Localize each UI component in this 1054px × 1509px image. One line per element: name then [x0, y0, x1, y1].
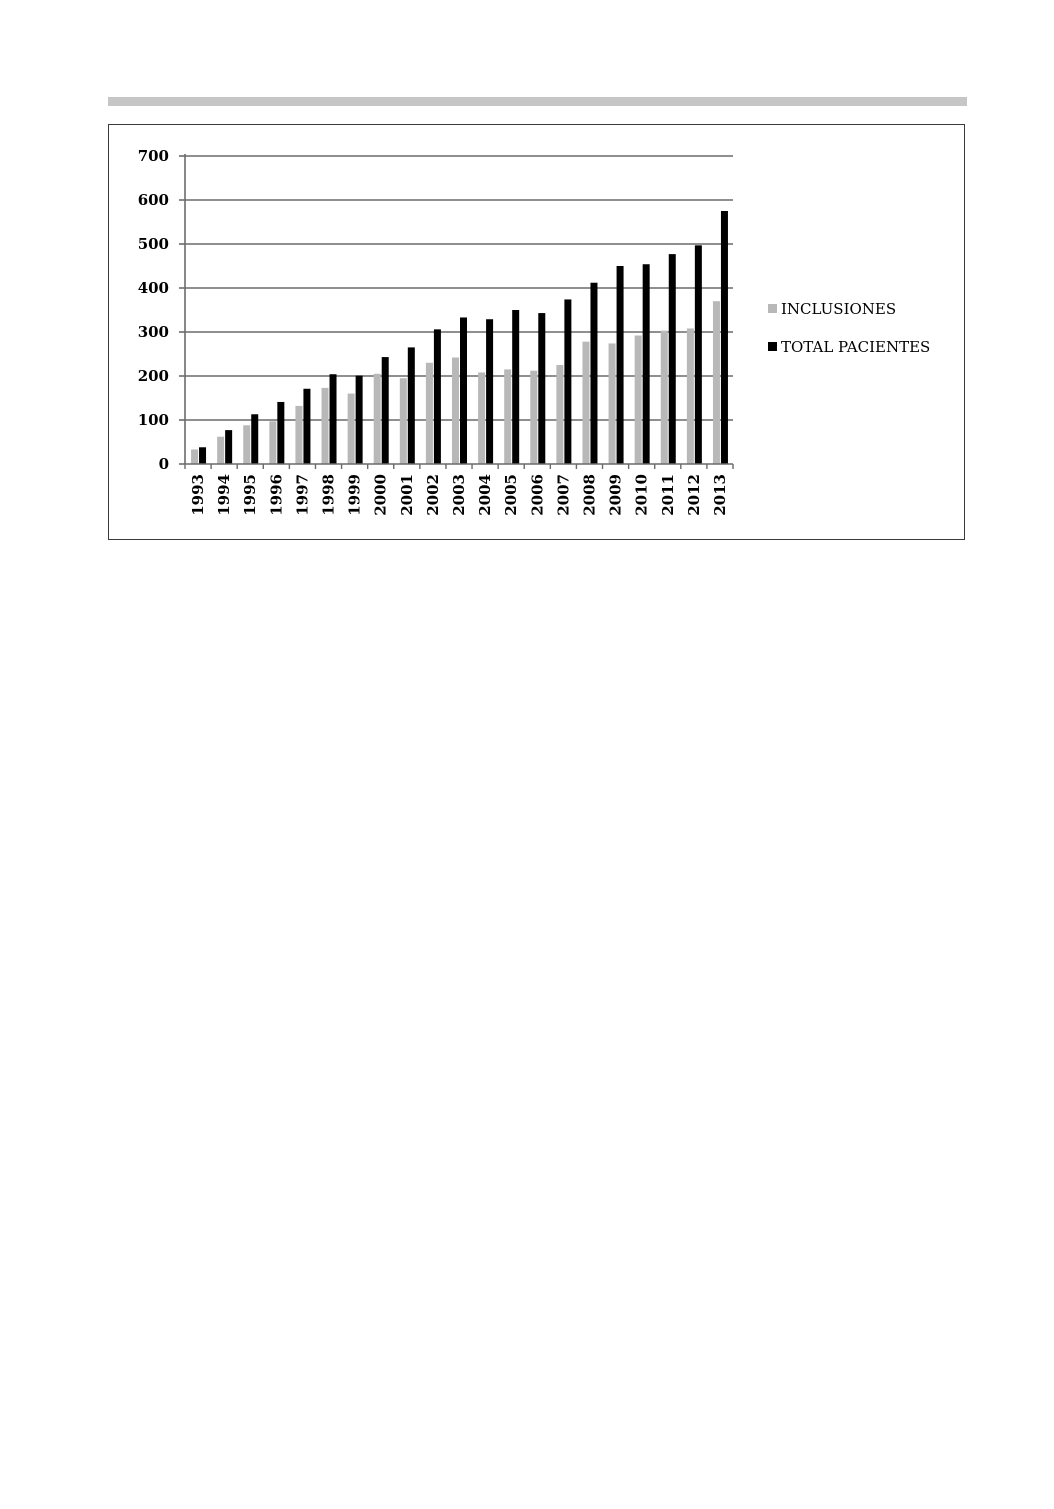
bar-inclusiones-1998: [322, 388, 329, 464]
legend: [768, 300, 930, 356]
x-tick-label-1997: 1997: [293, 474, 312, 516]
bar-inclusiones-2006: [530, 371, 537, 464]
bar-total-2006: [538, 313, 545, 464]
bar-total-1997: [303, 389, 310, 464]
bar-inclusiones-2001: [400, 378, 407, 464]
x-tick-label-2006: 2006: [528, 474, 547, 516]
bar-total-2008: [590, 283, 597, 464]
x-tick-label-2000: 2000: [371, 474, 390, 516]
x-tick-label-2008: 2008: [580, 474, 599, 516]
bar-inclusiones-2005: [504, 369, 511, 464]
x-tick-label-2013: 2013: [710, 474, 729, 516]
x-tick-label-2010: 2010: [632, 474, 651, 516]
bar-inclusiones-1997: [295, 406, 302, 464]
bar-inclusiones-1999: [348, 394, 355, 464]
x-tick-label-2005: 2005: [502, 474, 521, 516]
y-tick-label-400: 400: [137, 279, 169, 297]
bar-total-2013: [721, 211, 728, 464]
bar-total-1999: [356, 376, 363, 464]
bar-inclusiones-2009: [609, 343, 616, 464]
bar-total-1994: [225, 430, 232, 464]
bar-inclusiones-2004: [478, 372, 485, 464]
chart-frame: [108, 124, 965, 540]
bar-inclusiones-1996: [269, 421, 276, 464]
y-tick-label-300: 300: [137, 323, 169, 341]
x-tick-label-1996: 1996: [267, 474, 286, 516]
x-tick-label-2009: 2009: [606, 474, 625, 516]
bar-total-2010: [643, 264, 650, 464]
bar-inclusiones-1994: [217, 437, 224, 464]
x-tick-label-1998: 1998: [319, 474, 338, 516]
bar-total-1998: [330, 374, 337, 464]
bar-inclusiones-2008: [582, 342, 589, 464]
x-tick-label-2002: 2002: [423, 474, 442, 516]
bar-total-2004: [486, 319, 493, 464]
bar-total-2001: [408, 347, 415, 464]
legend-label-1: TOTAL PACIENTES: [781, 338, 931, 356]
bars: [191, 211, 728, 464]
bar-inclusiones-2011: [661, 331, 668, 464]
x-tick-label-2007: 2007: [554, 474, 573, 516]
y-tick-label-500: 500: [137, 235, 169, 253]
bar-total-2009: [617, 266, 624, 464]
bar-chart: [109, 125, 966, 541]
bar-inclusiones-2010: [635, 336, 642, 464]
x-tick-label-1994: 1994: [215, 474, 234, 516]
bar-total-1995: [251, 414, 258, 464]
bar-total-2002: [434, 329, 441, 464]
x-tick-label-2012: 2012: [684, 474, 703, 516]
bar-inclusiones-2012: [687, 328, 694, 464]
bar-total-2011: [669, 254, 676, 464]
legend-swatch-0: [768, 304, 777, 313]
bar-inclusiones-2007: [556, 365, 563, 464]
bar-inclusiones-2002: [426, 363, 433, 464]
x-tick-label-2001: 2001: [397, 474, 416, 516]
y-tick-label-200: 200: [137, 367, 169, 385]
bar-total-2005: [512, 310, 519, 464]
header-rule: [108, 97, 967, 106]
x-tick-label-2003: 2003: [450, 474, 468, 516]
legend-label-0: INCLUSIONES: [781, 300, 897, 318]
bar-total-2000: [382, 357, 389, 464]
bar-inclusiones-2003: [452, 358, 459, 464]
bar-inclusiones-2000: [374, 374, 381, 464]
y-tick-label-100: 100: [137, 411, 169, 429]
y-tick-label-0: 0: [158, 455, 169, 473]
bar-inclusiones-1995: [243, 425, 250, 464]
x-tick-label-1999: 1999: [345, 474, 364, 516]
y-axis-ticks: [138, 147, 185, 473]
legend-swatch-1: [768, 342, 777, 351]
y-tick-label-600: 600: [137, 191, 169, 209]
x-axis-ticks: [185, 464, 733, 516]
bar-total-2007: [564, 299, 571, 464]
x-tick-label-1995: 1995: [241, 474, 260, 516]
bar-inclusiones-1993: [191, 449, 198, 464]
bar-total-1993: [199, 447, 206, 464]
bar-total-2012: [695, 245, 702, 464]
bar-total-2003: [460, 317, 467, 464]
x-tick-label-2011: 2011: [658, 474, 677, 516]
bar-total-1996: [277, 402, 284, 464]
x-tick-label-2004: 2004: [476, 474, 495, 516]
bar-inclusiones-2013: [713, 301, 720, 464]
y-tick-label-700: 700: [137, 147, 169, 165]
x-tick-label-1993: 1993: [189, 474, 208, 516]
